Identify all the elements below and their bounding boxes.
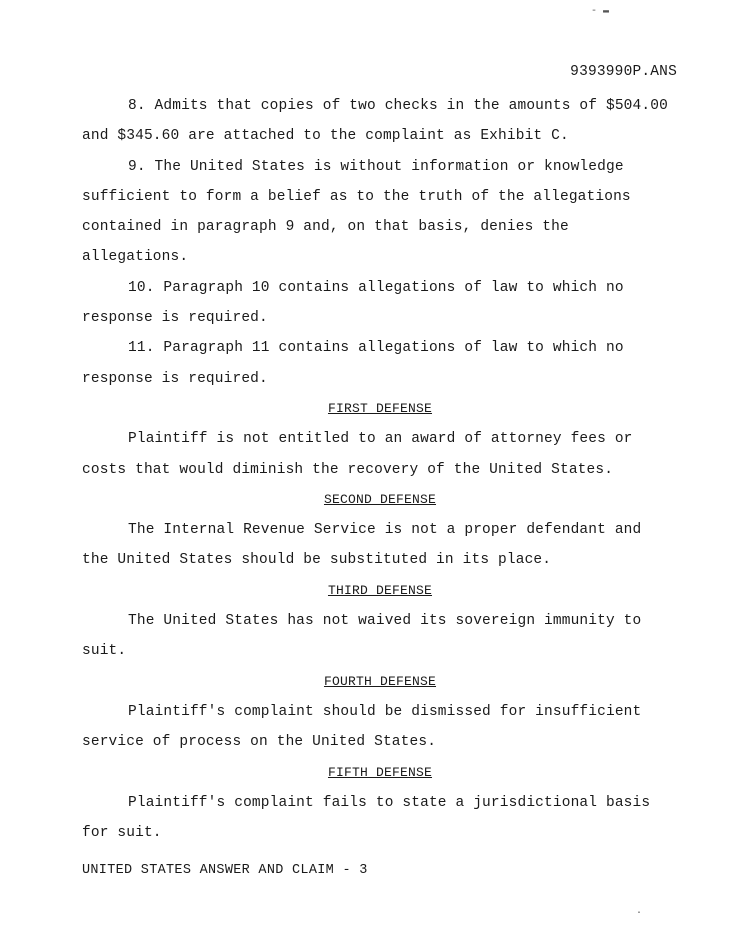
scan-mark: - ▬ <box>591 6 610 17</box>
third-defense-heading: THIRD DEFENSE <box>327 582 433 598</box>
first-defense-heading: FIRST DEFENSE <box>327 400 433 416</box>
third-defense-text: The United States has not waived its sovereign immunity to suit. <box>82 613 642 660</box>
page-footer: UNITED STATES ANSWER AND CLAIM - 3 <box>82 863 368 878</box>
paragraph-8: 8. Admits that copies of two checks in the amounts of $504.00 and $345.60 are attached to the complaint as Exhibit C. <box>82 98 668 145</box>
second-defense-text: The Internal Revenue Service is not a proper defendant and the United States should be substituted in its place. <box>82 522 642 569</box>
paragraph-9: 9. The United States is without information or knowledge sufficient to form a belief as to the truth of the allegations contained in paragraph 9 and, on that basis, denies the allegations. <box>82 158 631 266</box>
paragraph-10: 10. Paragraph 10 contains allegations of law to which no response is required. <box>82 279 624 327</box>
document-body <box>82 91 672 848</box>
paragraph-11: 11. Paragraph 11 contains allegations of law to which no response is required. <box>82 340 624 387</box>
second-defense-heading: SECOND DEFENSE <box>323 491 437 507</box>
scan-mark: . <box>636 906 643 917</box>
fifth-defense-text: Plaintiff's complaint fails to state a jurisdictional basis for suit. <box>82 794 651 842</box>
fourth-defense-heading: FOURTH DEFENSE <box>323 673 437 689</box>
file-identifier: 9393990P.ANS <box>570 64 677 80</box>
fourth-defense-text: Plaintiff's complaint should be dismissed for insufficient service of process on the United States. <box>82 703 642 751</box>
fifth-defense-heading: FIFTH DEFENSE <box>327 764 433 780</box>
first-defense-text: Plaintiff is not entitled to an award of attorney fees or costs that would diminish the recovery of the United States. <box>82 431 633 478</box>
